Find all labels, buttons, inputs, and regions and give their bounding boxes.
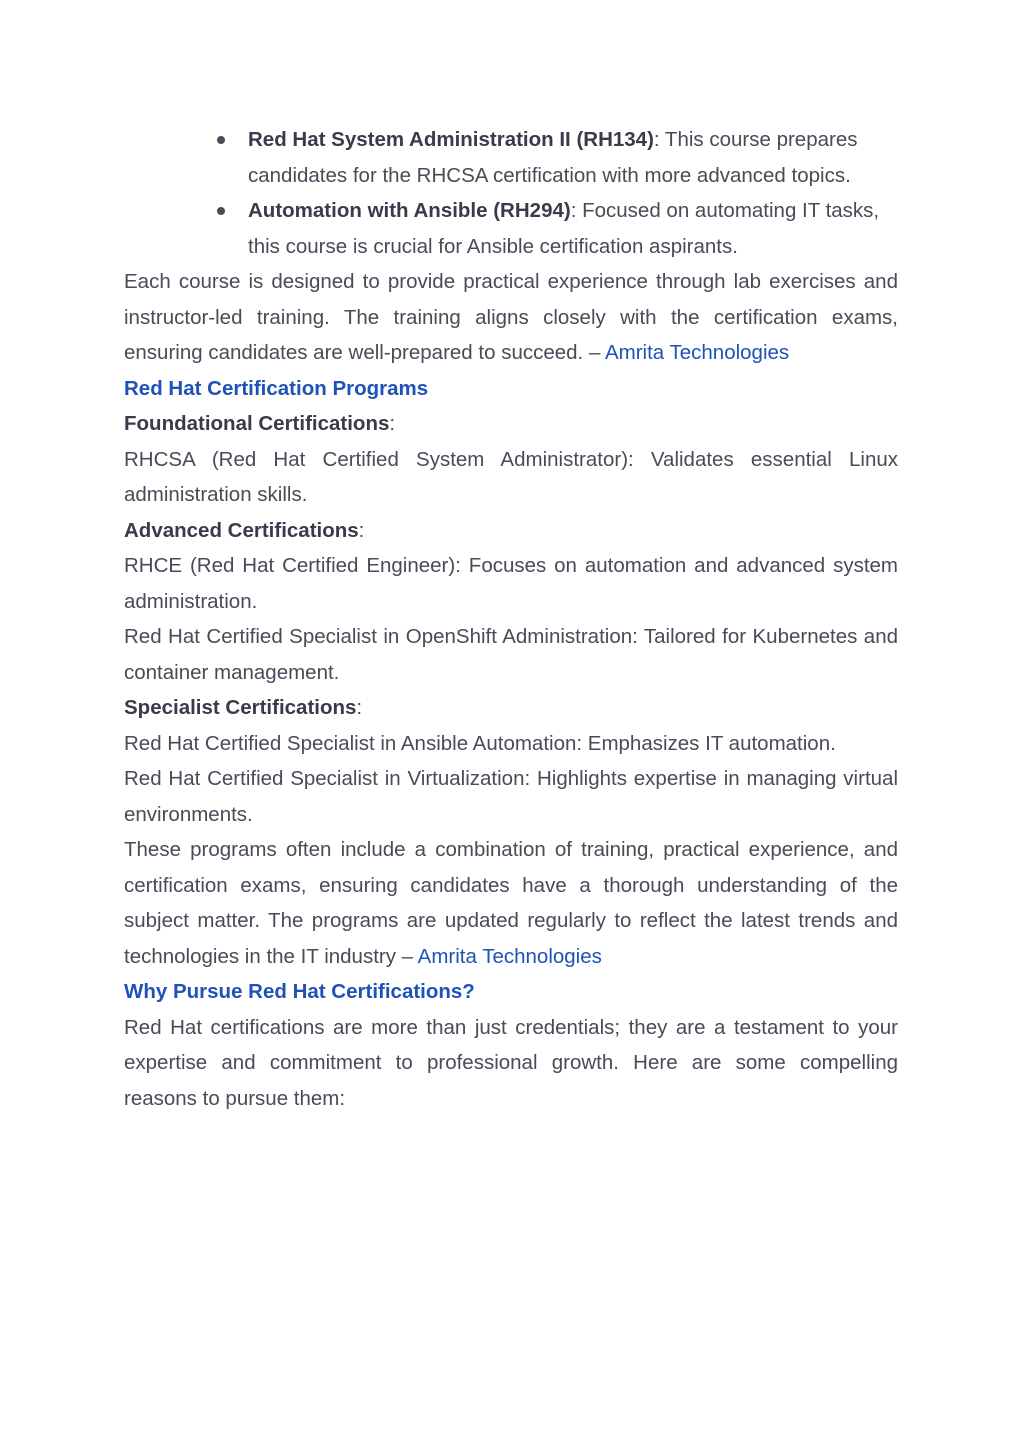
- amrita-technologies-link[interactable]: Amrita Technologies: [417, 944, 602, 968]
- specialist-item-virtualization: Red Hat Certified Specialist in Virtualization: Highlights expertise in managing virtual environments.: [124, 767, 898, 826]
- heading-colon: :: [356, 696, 363, 719]
- programs-summary-paragraph: [124, 832, 898, 974]
- section-heading-why-pursue: Why Pursue Red Hat Certifications?: [124, 980, 475, 1003]
- section-heading-certification-programs: Red Hat Certification Programs: [124, 376, 429, 400]
- course-title: Automation with Ansible (RH294): [248, 199, 571, 222]
- course-description: : This course prepares candidates for the RHCSA certification with more advanced topics.: [248, 128, 858, 187]
- course-title: Red Hat System Administration II (RH134): [248, 128, 654, 151]
- course-description: : Focused on automating IT tasks, this course is crucial for Ansible certification aspirants.: [248, 199, 880, 258]
- amrita-technologies-link[interactable]: Amrita Technologies: [604, 341, 790, 364]
- foundational-heading-line: [124, 406, 898, 442]
- course-bullet-list: [124, 122, 898, 264]
- advanced-heading: Advanced Certifications: [124, 518, 359, 542]
- specialist-heading-line: [124, 690, 898, 726]
- advanced-heading-line: [124, 513, 898, 549]
- course-bullet-item: [248, 193, 898, 264]
- specialist-item-ansible: Red Hat Certified Specialist in Ansible Automation: Emphasizes IT automation.: [124, 731, 836, 755]
- why-paragraph: Red Hat certifications are more than just credentials; they are a testament to your expertise and commitment to professional growth. Here are some compelling reasons to pursue them:: [124, 1015, 898, 1110]
- intro-paragraph: [124, 264, 898, 371]
- bullet-dot-icon: [217, 207, 225, 215]
- document-page: [124, 122, 898, 1116]
- bullet-dot-icon: [217, 136, 225, 144]
- intro-text: Each course is designed to provide practical experience through lab exercises and instructor-led training. The training aligns closely with the certification exams, ensuring candidates are well-prepared to succeed. –: [124, 270, 898, 364]
- advanced-item-rhce: RHCE (Red Hat Certified Engineer): Focuses on automation and advanced system administration.: [124, 554, 898, 613]
- foundational-item-rhcsa: RHCSA (Red Hat Certified System Administrator): Validates essential Linux administration skills.: [124, 447, 898, 506]
- foundational-heading: Foundational Certifications: [124, 412, 390, 435]
- advanced-item-openshift: Red Hat Certified Specialist in OpenShift Administration: Tailored for Kubernetes and container management.: [124, 625, 898, 684]
- programs-summary-text: These programs often include a combination of training, practical experience, and certification exams, ensuring candidates have a thorough understanding of the subject matter. The programs are updated regularly to reflect the latest trends and technologies in the IT industry –: [124, 838, 898, 968]
- heading-colon: :: [358, 518, 365, 542]
- heading-colon: :: [389, 412, 396, 435]
- course-bullet-item: [248, 122, 898, 193]
- specialist-heading: Specialist Certifications: [124, 696, 357, 719]
